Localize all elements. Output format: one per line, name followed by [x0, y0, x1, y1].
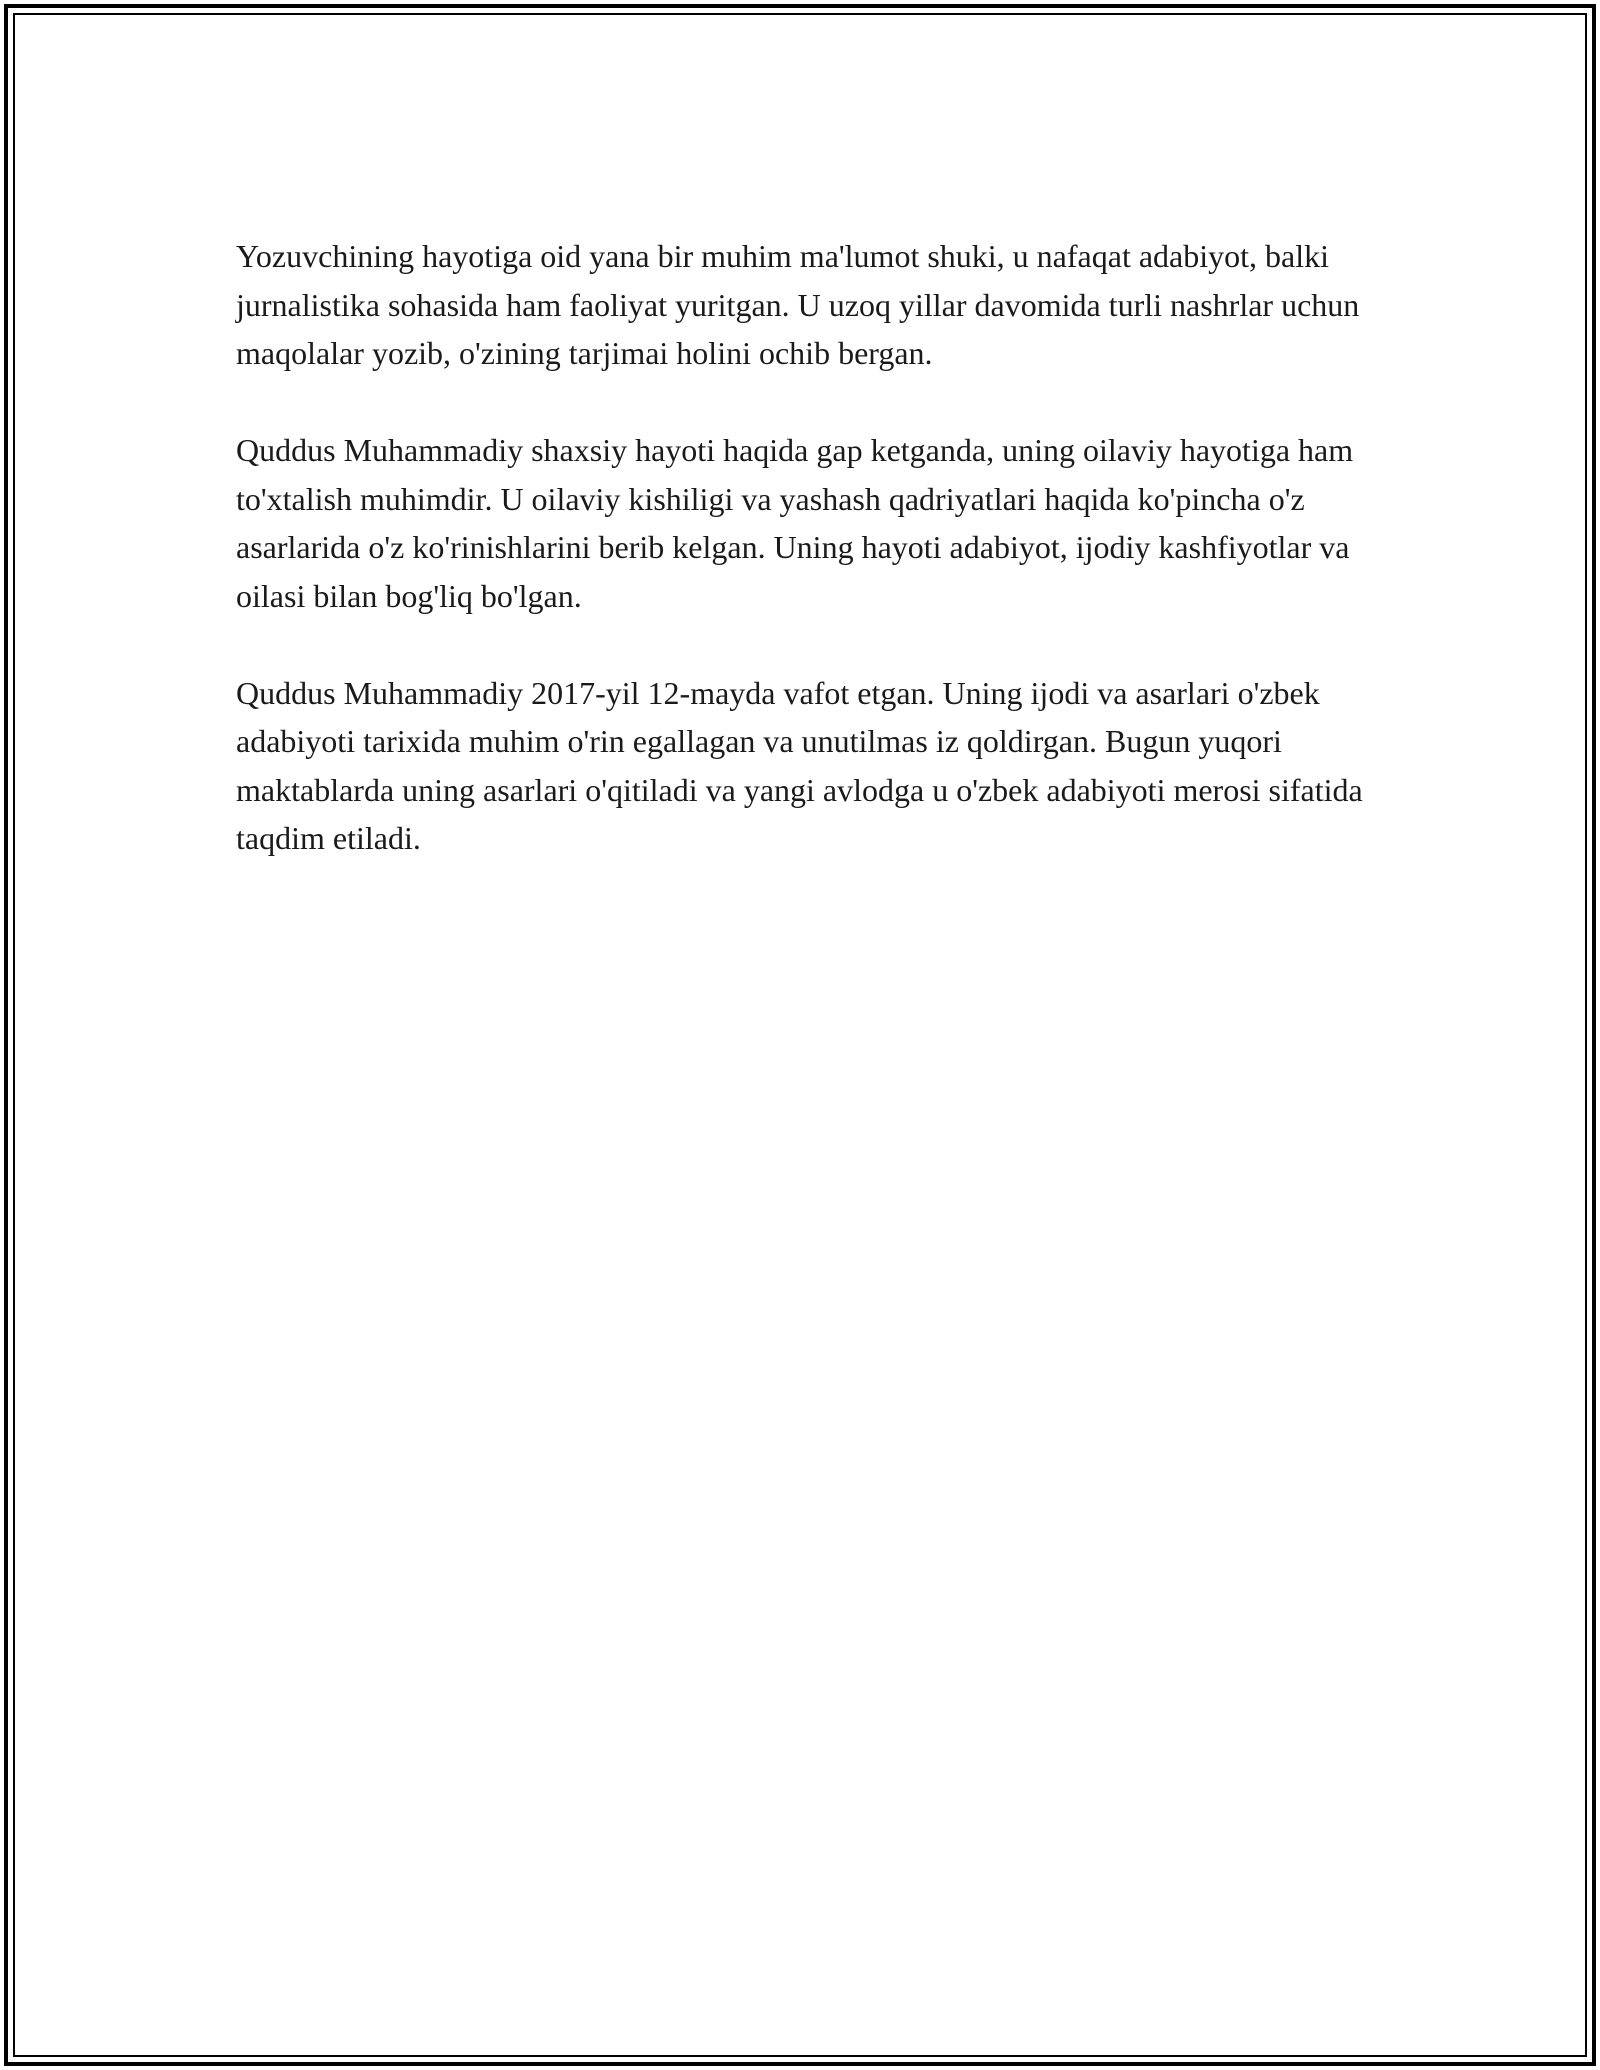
document-body [236, 232, 1386, 911]
paragraph-2: Quddus Muhammadiy shaxsiy hayoti haqida gap ketganda, uning oilaviy hayotiga ham to'xtalish muhimdir. U oilaviy kishiligi va yashash qadriyatlari haqida ko'pincha o'z asarlarida o'z ko'rinishlarini berib kelgan. Uning hayoti adabiyot, ijodiy kashfiyotlar va oilasi bilan bog'liq bo'lgan. [236, 432, 1354, 614]
paragraph-1: Yozuvchining hayotiga oid yana bir muhim ma'lumot shuki, u nafaqat adabiyot, balki jurnalistika sohasida ham faoliyat yuritgan. U uzoq yillar davomida turli nashrlar uchun maqolalar yozib, o'zining tarjimai holini ochib bergan. [236, 238, 1360, 371]
paragraph-3: Quddus Muhammadiy 2017-yil 12-mayda vafot etgan. Uning ijodi va asarlari o'zbek adabiyoti tarixida muhim o'rin egallagan va unutilmas iz qoldirgan. Bugun yuqori maktablarda uning asarlari o'qitiladi va yangi avlodga u o'zbek adabiyoti merosi sifatida taqdim etiladi. [236, 674, 1363, 856]
